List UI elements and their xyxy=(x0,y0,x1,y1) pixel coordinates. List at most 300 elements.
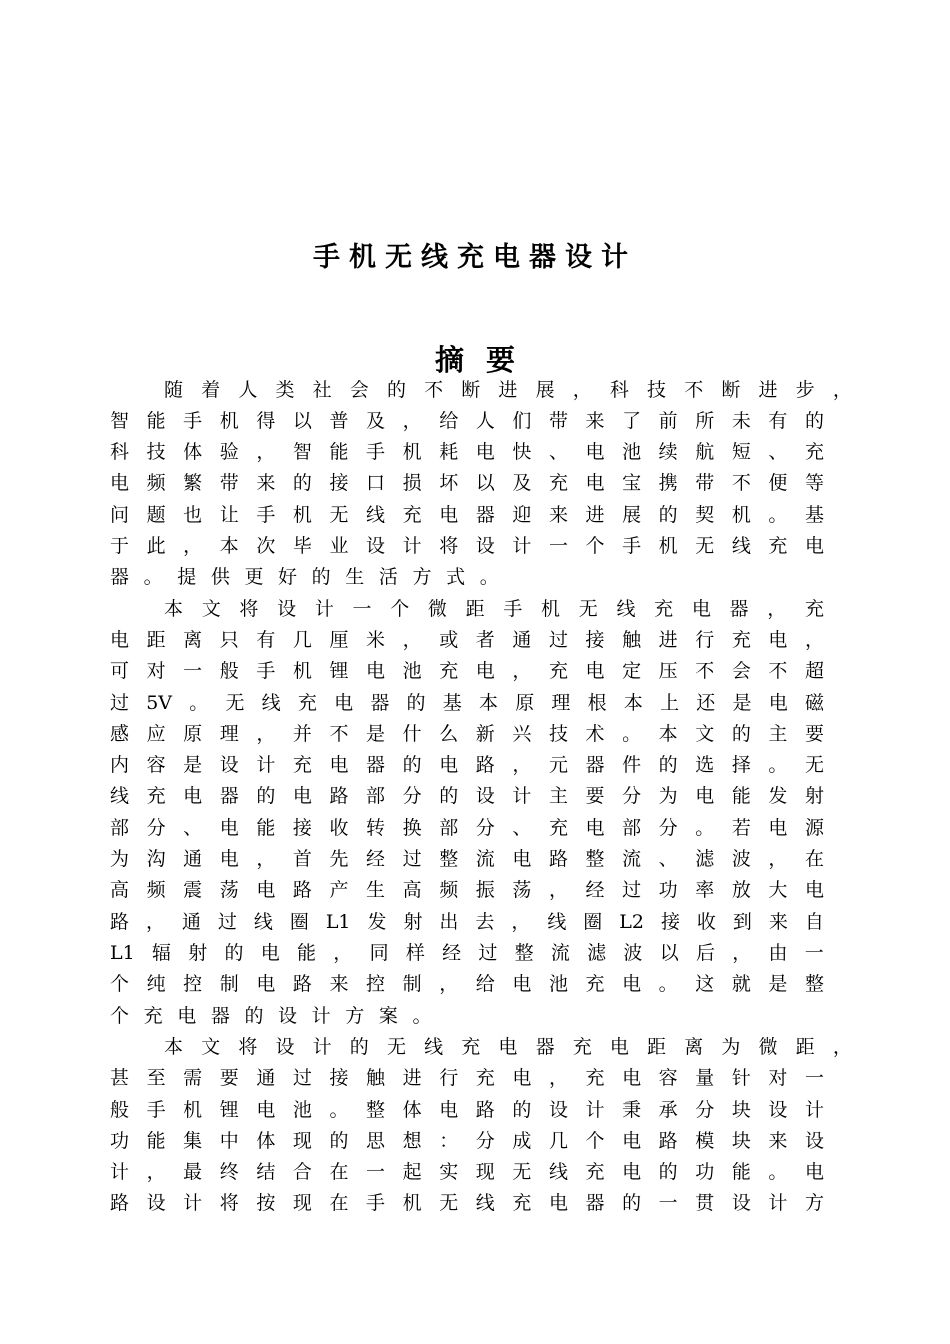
abstract-line xyxy=(110,1190,824,1216)
abstract-char: 射 xyxy=(403,911,423,933)
abstract-char: 本 xyxy=(623,692,643,714)
abstract-char: 兴 xyxy=(512,723,532,745)
abstract-char: ， xyxy=(512,754,532,776)
abstract-char: 线 xyxy=(253,911,273,933)
abstract-char: 损 xyxy=(402,472,422,494)
abstract-char: 分 xyxy=(402,785,422,807)
abstract-char: 们 xyxy=(512,410,532,432)
abstract-char: 文 xyxy=(201,1036,221,1058)
abstract-char: 源 xyxy=(804,817,824,839)
abstract-char: 整 xyxy=(804,973,824,995)
abstract-char: 基 xyxy=(804,504,824,526)
abstract-char: 几 xyxy=(292,629,312,651)
abstract-line xyxy=(110,752,824,778)
abstract-char: 电 xyxy=(329,754,349,776)
abstract-char: 的 xyxy=(622,1192,642,1214)
abstract-char: 微 xyxy=(427,598,447,620)
abstract-heading: 摘要 xyxy=(434,343,537,377)
abstract-char: 的 xyxy=(311,566,331,588)
abstract-char: 需 xyxy=(183,1067,203,1089)
abstract-char: 来 xyxy=(585,410,605,432)
abstract-char: 池 xyxy=(402,660,422,682)
abstract-char: 机 xyxy=(292,660,312,682)
abstract-char: 着 xyxy=(201,379,221,401)
abstract-char: 电 xyxy=(622,1130,642,1152)
abstract-char: 能 xyxy=(731,785,751,807)
abstract-char: ， xyxy=(512,660,532,682)
abstract-char: 原 xyxy=(183,723,203,745)
abstract-char: 。 xyxy=(412,1005,432,1027)
abstract-char: 的 xyxy=(658,754,678,776)
abstract-char: 机 xyxy=(658,535,678,557)
abstract-char: 的 xyxy=(349,1036,369,1058)
abstract-char: 接 xyxy=(660,911,680,933)
abstract-char: 基 xyxy=(442,692,462,714)
abstract-char: 手 xyxy=(256,504,276,526)
abstract-char: 大 xyxy=(768,879,788,901)
abstract-char: 元 xyxy=(548,754,568,776)
abstract-char: 案 xyxy=(378,1005,398,1027)
document-title: 手机无线充电器设计 xyxy=(313,242,637,273)
abstract-char: 转 xyxy=(366,817,386,839)
abstract-char: 充 xyxy=(297,692,317,714)
abstract-char: 充 xyxy=(548,817,568,839)
abstract-char: 在 xyxy=(329,1192,349,1214)
abstract-char: 所 xyxy=(695,410,715,432)
abstract-char: 为 xyxy=(658,785,678,807)
abstract-char: 好 xyxy=(278,566,298,588)
abstract-char: ， xyxy=(402,410,422,432)
abstract-char: 荡 xyxy=(512,879,532,901)
abstract-char: ， xyxy=(183,535,203,557)
abstract-char: 电 xyxy=(219,817,239,839)
abstract-char: 科 xyxy=(609,379,629,401)
abstract-char: 线 xyxy=(548,1161,568,1183)
abstract-char: 充 xyxy=(461,1036,481,1058)
abstract-char: 文 xyxy=(201,598,221,620)
abstract-char: 来 xyxy=(256,472,276,494)
abstract-char: 此 xyxy=(146,535,166,557)
abstract-char: 高 xyxy=(110,879,130,901)
abstract-char: 及 xyxy=(366,410,386,432)
abstract-char: 电 xyxy=(498,1036,518,1058)
abstract-char: 电 xyxy=(512,848,532,870)
abstract-char: 距 xyxy=(146,629,166,651)
abstract-line xyxy=(110,533,824,559)
abstract-char: 电 xyxy=(110,629,130,651)
abstract-char: 圈 xyxy=(289,911,309,933)
abstract-char: 进 xyxy=(402,1067,422,1089)
abstract-char: 的 xyxy=(406,692,426,714)
abstract-line xyxy=(110,1003,824,1029)
abstract-line xyxy=(110,783,824,809)
abstract-char: 分 xyxy=(146,817,166,839)
abstract-char: 电 xyxy=(292,785,312,807)
abstract-char: 来 xyxy=(548,504,568,526)
abstract-char: L1 xyxy=(325,911,351,933)
abstract-line xyxy=(110,690,824,716)
abstract-char: 。 xyxy=(768,754,788,776)
abstract-char: 发 xyxy=(367,911,387,933)
abstract-char: 电 xyxy=(256,879,276,901)
abstract-char: 展 xyxy=(622,504,642,526)
abstract-char: 震 xyxy=(183,879,203,901)
abstract-char: 本 xyxy=(219,535,239,557)
abstract-char: 器 xyxy=(729,598,749,620)
abstract-char: 无 xyxy=(695,535,715,557)
abstract-char: L1 xyxy=(110,942,135,964)
abstract-char: 的 xyxy=(329,1130,349,1152)
abstract-char: 智 xyxy=(110,410,130,432)
abstract-char: 想 xyxy=(402,1130,422,1152)
abstract-char: 频 xyxy=(146,879,166,901)
abstract-char: ， xyxy=(768,848,788,870)
abstract-char: 随 xyxy=(164,379,184,401)
abstract-char: 电 xyxy=(512,1067,532,1089)
abstract-char: 还 xyxy=(696,692,716,714)
abstract-char: 来 xyxy=(768,1130,788,1152)
abstract-char: 电 xyxy=(585,660,605,682)
abstract-char: 计 xyxy=(768,1192,788,1214)
abstract-char: 个 xyxy=(390,598,410,620)
abstract-char: 射 xyxy=(188,942,208,964)
abstract-char: 设 xyxy=(278,1005,298,1027)
abstract-char: ， xyxy=(402,629,422,651)
abstract-char: 充 xyxy=(292,754,312,776)
abstract-char: 制 xyxy=(219,973,239,995)
abstract-char: 无 xyxy=(804,754,824,776)
abstract-char: ， xyxy=(767,598,787,620)
abstract-char: 人 xyxy=(475,410,495,432)
abstract-char: 接 xyxy=(329,1067,349,1089)
abstract-char: 不 xyxy=(424,379,444,401)
abstract-char: 接 xyxy=(292,817,312,839)
abstract-char: 电 xyxy=(439,754,459,776)
abstract-char: 部 xyxy=(110,817,130,839)
abstract-char: ， xyxy=(256,848,276,870)
abstract-char: 就 xyxy=(731,973,751,995)
abstract-char: 分 xyxy=(622,785,642,807)
abstract-char: 机 xyxy=(292,504,312,526)
abstract-char: 上 xyxy=(660,692,680,714)
abstract-char: 电 xyxy=(622,1161,642,1183)
abstract-char: 、 xyxy=(658,848,678,870)
abstract-line xyxy=(110,470,824,496)
abstract-char: 整 xyxy=(366,1099,386,1121)
abstract-char: 最 xyxy=(183,1161,203,1183)
abstract-char: 容 xyxy=(146,754,166,776)
abstract-char: 通 xyxy=(512,629,532,651)
abstract-char: 中 xyxy=(219,1130,239,1152)
abstract-char: 业 xyxy=(329,535,349,557)
abstract-char: 个 xyxy=(110,973,130,995)
abstract-char: 电 xyxy=(475,660,495,682)
abstract-char: 者 xyxy=(475,629,495,651)
abstract-char: 主 xyxy=(768,723,788,745)
abstract-char: 去 xyxy=(475,911,495,933)
abstract-char: 磁 xyxy=(804,692,824,714)
abstract-char: 合 xyxy=(292,1161,312,1183)
abstract-char: 现 xyxy=(292,1130,312,1152)
abstract-char: 感 xyxy=(110,723,130,745)
abstract-char: 活 xyxy=(378,566,398,588)
abstract-line xyxy=(110,408,824,434)
abstract-line xyxy=(110,564,824,590)
abstract-char: 社 xyxy=(312,379,332,401)
abstract-char: 离 xyxy=(183,629,203,651)
abstract-char: 电 xyxy=(691,598,711,620)
abstract-char: 充 xyxy=(585,973,605,995)
abstract-char: 充 xyxy=(804,598,824,620)
abstract-char: 经 xyxy=(585,879,605,901)
abstract-char: 电 xyxy=(695,785,715,807)
abstract-char: 要 xyxy=(804,723,824,745)
abstract-char: 振 xyxy=(475,879,495,901)
abstract-char: 计 xyxy=(110,1161,130,1183)
abstract-char: 件 xyxy=(622,754,642,776)
abstract-char: 。 xyxy=(622,723,642,745)
abstract-char: 计 xyxy=(314,598,334,620)
abstract-char: 器 xyxy=(370,692,390,714)
abstract-char: 题 xyxy=(146,504,166,526)
abstract-char: 主 xyxy=(548,785,568,807)
abstract-char: 电 xyxy=(768,692,788,714)
abstract-char: 块 xyxy=(731,1130,751,1152)
abstract-char: 手 xyxy=(622,535,642,557)
abstract-char: 部 xyxy=(439,817,459,839)
abstract-char: 的 xyxy=(386,379,406,401)
abstract-char: 本 xyxy=(164,1036,184,1058)
abstract-char: 行 xyxy=(695,629,715,651)
abstract-char: 展 xyxy=(535,379,555,401)
abstract-char: 器 xyxy=(219,785,239,807)
abstract-char: 米 xyxy=(366,629,386,651)
abstract-line xyxy=(110,846,824,872)
abstract-char: 若 xyxy=(731,817,751,839)
abstract-char: 荡 xyxy=(219,879,239,901)
abstract-char: 提 xyxy=(177,566,197,588)
abstract-char: 几 xyxy=(548,1130,568,1152)
abstract-char: 厘 xyxy=(329,629,349,651)
abstract-char: 分 xyxy=(475,1130,495,1152)
abstract-char: 什 xyxy=(402,723,422,745)
abstract-char: 。 xyxy=(329,1099,349,1121)
abstract-char: 计 xyxy=(804,1099,824,1121)
abstract-line xyxy=(164,596,824,622)
abstract-char: 充 xyxy=(512,1192,532,1214)
abstract-char: 次 xyxy=(256,535,276,557)
abstract-char: 部 xyxy=(622,817,642,839)
abstract-char: 电 xyxy=(256,1099,276,1121)
abstract-char: 的 xyxy=(224,942,244,964)
abstract-char: 不 xyxy=(684,379,704,401)
abstract-char: ： xyxy=(439,1130,459,1152)
abstract-char: 现 xyxy=(475,1161,495,1183)
abstract-char: 将 xyxy=(219,1192,239,1214)
abstract-char: 能 xyxy=(256,817,276,839)
abstract-char: 不 xyxy=(695,660,715,682)
abstract-char: 产 xyxy=(329,879,349,901)
abstract-line xyxy=(110,1128,824,1154)
abstract-char: 模 xyxy=(695,1130,715,1152)
abstract-char: 是 xyxy=(768,973,788,995)
abstract-char: 自 xyxy=(804,911,824,933)
abstract-char: 。 xyxy=(479,566,499,588)
abstract-char: 。 xyxy=(658,973,678,995)
abstract-char: 池 xyxy=(548,973,568,995)
abstract-char: 只 xyxy=(219,629,239,651)
abstract-char: 。 xyxy=(189,692,209,714)
abstract-char: 口 xyxy=(366,472,386,494)
abstract-char: 路 xyxy=(292,879,312,901)
abstract-char: 计 xyxy=(311,1005,331,1027)
abstract-char: 流 xyxy=(622,848,642,870)
abstract-char: 问 xyxy=(110,504,130,526)
abstract-char: 充 xyxy=(146,785,166,807)
abstract-char: 充 xyxy=(402,504,422,526)
abstract-char: 线 xyxy=(547,911,567,933)
abstract-char: 器 xyxy=(585,754,605,776)
abstract-char: 功 xyxy=(110,1130,130,1152)
abstract-char: 由 xyxy=(768,942,788,964)
abstract-char: 线 xyxy=(424,1036,444,1058)
abstract-char: 要 xyxy=(585,785,605,807)
abstract-char: 。 xyxy=(143,566,163,588)
abstract-char: 方 xyxy=(345,1005,365,1027)
abstract-char: 电 xyxy=(256,973,276,995)
abstract-char: 首 xyxy=(292,848,312,870)
abstract-char: 为 xyxy=(110,848,130,870)
abstract-char: 秉 xyxy=(622,1099,642,1121)
abstract-char: 不 xyxy=(768,660,788,682)
abstract-char: 带 xyxy=(219,472,239,494)
abstract-char: 。 xyxy=(695,817,715,839)
abstract-char: 结 xyxy=(256,1161,276,1183)
abstract-char: 过 xyxy=(217,911,237,933)
abstract-char: 电 xyxy=(585,817,605,839)
abstract-char: 以 xyxy=(659,942,679,964)
abstract-char: 后 xyxy=(695,942,715,964)
abstract-char: 5V xyxy=(146,692,173,714)
abstract-char: 供 xyxy=(210,566,230,588)
abstract-char: 圈 xyxy=(583,911,603,933)
abstract-char: 理 xyxy=(219,723,239,745)
abstract-char: 计 xyxy=(585,1099,605,1121)
abstract-line xyxy=(110,909,824,935)
abstract-char: 手 xyxy=(256,660,276,682)
abstract-char: 术 xyxy=(585,723,605,745)
abstract-char: 无 xyxy=(225,692,245,714)
abstract-char: 毕 xyxy=(292,535,312,557)
abstract-char: 功 xyxy=(658,879,678,901)
abstract-char: 离 xyxy=(684,1036,704,1058)
abstract-char: 射 xyxy=(804,785,824,807)
abstract-char: 收 xyxy=(329,817,349,839)
abstract-char: 器 xyxy=(210,1005,230,1027)
abstract-char: 的 xyxy=(658,1161,678,1183)
abstract-line xyxy=(110,721,824,747)
abstract-char: 终 xyxy=(219,1161,239,1183)
abstract-char: 路 xyxy=(329,785,349,807)
abstract-char: 路 xyxy=(292,973,312,995)
abstract-char: 对 xyxy=(146,660,166,682)
abstract-char: 出 xyxy=(439,911,459,933)
abstract-char: 充 xyxy=(585,1161,605,1183)
abstract-char: 、 xyxy=(183,817,203,839)
abstract-char: 式 xyxy=(446,566,466,588)
abstract-char: 根 xyxy=(587,692,607,714)
abstract-char: 流 xyxy=(475,848,495,870)
abstract-char: 让 xyxy=(219,504,239,526)
abstract-char: 整 xyxy=(439,848,459,870)
abstract-char: 充 xyxy=(475,1067,495,1089)
abstract-char: 充 xyxy=(731,629,751,651)
abstract-char: 方 xyxy=(804,1192,824,1214)
abstract-char: 是 xyxy=(366,723,386,745)
abstract-char: 给 xyxy=(475,973,495,995)
abstract-char: 定 xyxy=(622,660,642,682)
abstract-char: 电 xyxy=(219,848,239,870)
abstract-char: 电 xyxy=(548,1192,568,1214)
abstract-char: 充 xyxy=(143,1005,163,1027)
abstract-char: ， xyxy=(832,1036,852,1058)
abstract-char: 电 xyxy=(177,1005,197,1027)
abstract-char: 电 xyxy=(622,973,642,995)
abstract-char: L2 xyxy=(619,911,644,933)
abstract-char: 电 xyxy=(768,629,788,651)
abstract-char: ， xyxy=(572,379,592,401)
abstract-char: 手 xyxy=(503,598,523,620)
abstract-char: 能 xyxy=(329,441,349,463)
abstract-char: 无 xyxy=(512,1161,532,1183)
abstract-char: 方 xyxy=(412,566,432,588)
abstract-char: 现 xyxy=(292,1192,312,1214)
abstract-char: 个 xyxy=(585,535,605,557)
abstract-char: ， xyxy=(732,942,752,964)
abstract-char: 断 xyxy=(721,379,741,401)
abstract-char: 更 xyxy=(244,566,264,588)
abstract-char: 池 xyxy=(292,1099,312,1121)
abstract-char: 也 xyxy=(183,504,203,526)
abstract-char: 线 xyxy=(366,504,386,526)
abstract-char: 手 xyxy=(366,1192,386,1214)
abstract-char: 短 xyxy=(731,441,751,463)
abstract-char: 线 xyxy=(261,692,281,714)
abstract-char: 设 xyxy=(475,785,495,807)
abstract-char: 坏 xyxy=(439,472,459,494)
abstract-char: 等 xyxy=(804,472,824,494)
abstract-char: 电 xyxy=(804,535,824,557)
abstract-char: 接 xyxy=(585,629,605,651)
abstract-line xyxy=(110,971,824,997)
abstract-line xyxy=(110,815,824,841)
abstract-char: 技 xyxy=(548,723,568,745)
abstract-char: 分 xyxy=(695,1099,715,1121)
abstract-char: 到 xyxy=(732,911,752,933)
abstract-char: 便 xyxy=(768,472,788,494)
abstract-char: 理 xyxy=(551,692,571,714)
abstract-char: 进 xyxy=(758,379,778,401)
abstract-char: 验 xyxy=(219,441,239,463)
abstract-char: 生 xyxy=(366,879,386,901)
abstract-char: 一 xyxy=(804,942,824,964)
abstract-char: 一 xyxy=(658,1192,678,1214)
abstract-char: 控 xyxy=(183,973,203,995)
abstract-char: 快 xyxy=(512,441,532,463)
abstract-char: 充 xyxy=(804,441,824,463)
abstract-char: 技 xyxy=(146,441,166,463)
abstract-char: 电 xyxy=(439,504,459,526)
